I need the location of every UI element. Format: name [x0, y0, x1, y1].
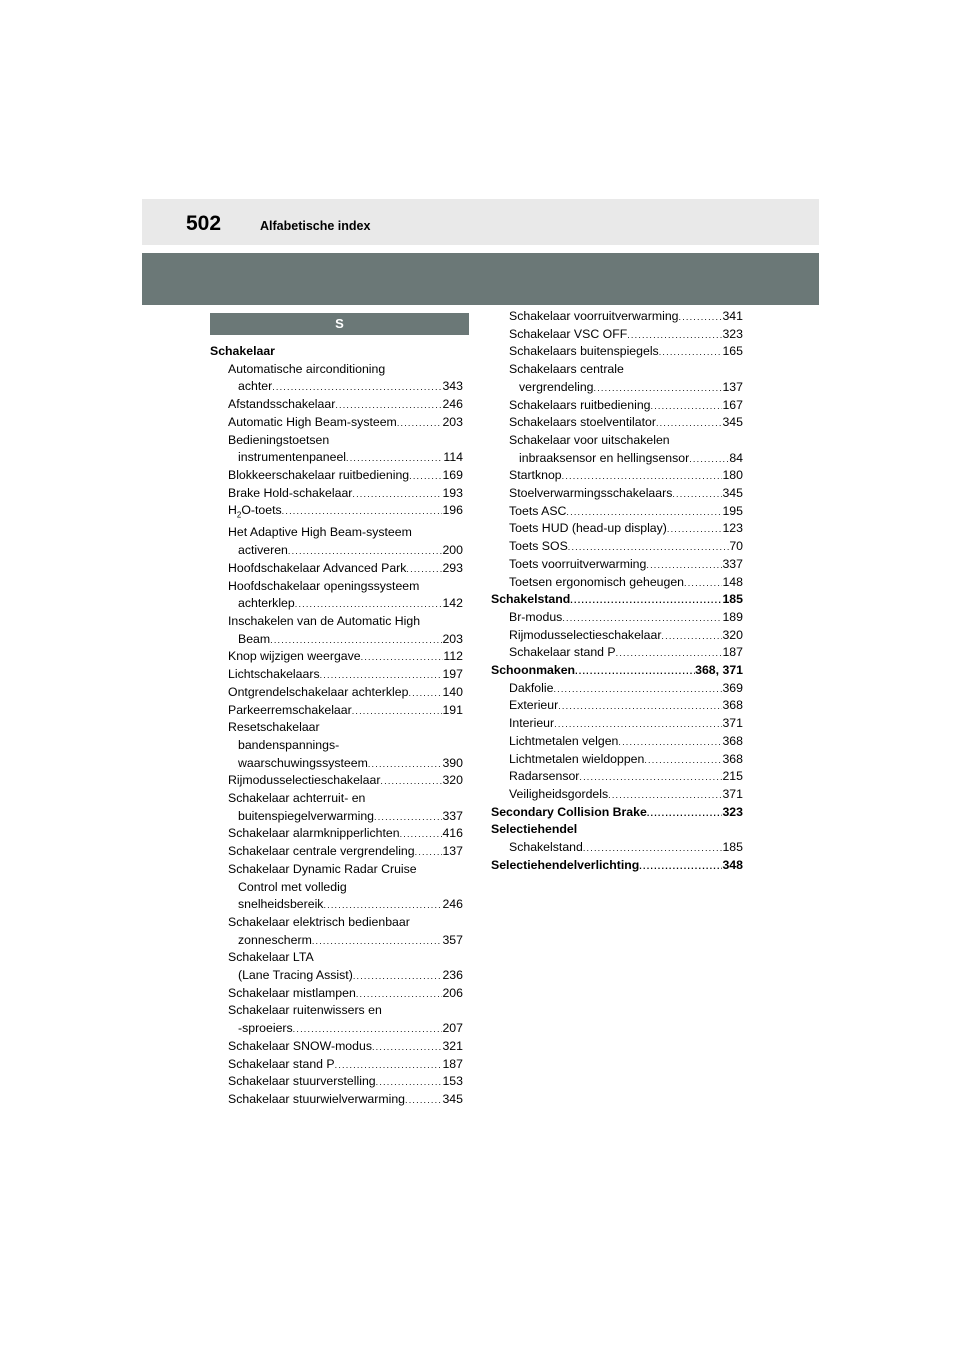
index-entry	[491, 751, 743, 769]
index-entry	[210, 985, 463, 1003]
leader-dots	[368, 760, 443, 769]
entry-label: Knop wijzigen weergave	[228, 649, 361, 664]
entry-label: Hoofdschakelaar openingssysteem	[228, 578, 420, 593]
page-reference: 357	[442, 932, 463, 947]
index-entry	[210, 1073, 463, 1091]
entry-label: Het Adaptive High Beam-systeem	[228, 525, 412, 540]
entry-label: Schakelaar alarmknipperlichten	[228, 826, 400, 841]
leader-dots	[639, 862, 722, 871]
index-entry	[210, 560, 463, 578]
index-entry	[491, 414, 743, 432]
index-entry	[210, 755, 463, 773]
page-reference: 368	[722, 751, 743, 766]
page-reference: 236	[442, 968, 463, 983]
page-reference: 320	[722, 627, 743, 642]
entry-label: Rijmodusselectieschakelaar	[228, 773, 381, 788]
index-entry	[210, 396, 463, 414]
page-reference: 337	[722, 556, 743, 571]
entry-label: Schakelstand	[509, 840, 583, 855]
page-reference: 320	[442, 773, 463, 788]
leader-dots	[667, 525, 723, 534]
leader-dots	[400, 830, 443, 839]
page-reference: 215	[722, 769, 743, 784]
leader-dots	[554, 720, 722, 729]
index-entry	[210, 414, 463, 432]
page-reference: 169	[442, 467, 463, 482]
page-reference: 197	[442, 667, 463, 682]
index-entry	[210, 595, 463, 613]
leader-dots	[618, 738, 722, 747]
page-reference: 195	[722, 503, 743, 518]
leader-dots	[651, 402, 723, 411]
entry-label: Schakelaars ruitbediening	[509, 397, 651, 412]
index-entry	[491, 591, 743, 609]
page-reference: 112	[443, 649, 463, 664]
leader-dots	[272, 383, 442, 392]
entry-label	[228, 502, 282, 524]
page-reference: 165	[722, 344, 743, 359]
leader-dots	[661, 632, 722, 641]
index-entry	[210, 1020, 463, 1038]
entry-label: snelheidsbereik	[238, 897, 324, 912]
page-reference: 246	[442, 897, 463, 912]
entry-label: Inschakelen van de Automatic High	[228, 614, 421, 628]
index-entry	[491, 450, 743, 468]
entry-label: Interieur	[509, 716, 555, 731]
page-reference: 114	[443, 450, 463, 465]
entry-label: waarschuwingssysteem	[238, 755, 368, 770]
entry-label: Brake Hold-schakelaar	[228, 485, 353, 500]
leader-dots	[335, 1061, 443, 1070]
leader-dots	[575, 667, 695, 676]
entry-label: Startknop	[509, 468, 562, 483]
leader-dots	[282, 507, 443, 516]
leader-dots	[553, 685, 722, 694]
chapter-band	[142, 253, 819, 305]
entry-label: activeren	[238, 543, 288, 558]
page-reference: 345	[722, 415, 743, 430]
entry-label: Lichtmetalen wieldoppen	[509, 751, 645, 766]
leader-dots	[323, 901, 442, 910]
entry-label: buitenspiegelverwarming	[238, 808, 375, 823]
leader-dots	[644, 756, 722, 765]
page-reference: 345	[722, 486, 743, 501]
entry-label: Hoofdschakelaar Advanced Park	[228, 560, 407, 575]
index-entry	[210, 808, 463, 826]
page-reference: 203	[442, 414, 463, 429]
page-reference: 167	[722, 397, 743, 412]
index-entry	[210, 932, 463, 950]
leader-dots	[684, 579, 722, 588]
formula-label: $H_2O$-toets	[228, 503, 282, 520]
entry-label: Dakfolie	[509, 680, 554, 695]
leader-dots	[372, 1043, 442, 1052]
leader-dots	[616, 649, 723, 658]
leader-dots	[353, 972, 443, 981]
index-entry	[210, 502, 463, 524]
entry-label: Schakelaar Dynamic Radar Cruise	[228, 861, 417, 876]
entry-label: Schakelaar centrale vergrendeling	[228, 844, 415, 859]
page-reference: 371	[722, 786, 743, 801]
entry-label: Exterieur	[509, 698, 559, 713]
page-reference: 140	[442, 684, 463, 699]
index-entry	[210, 666, 463, 684]
entry-label: Schakelaars stoelventilator	[509, 415, 656, 430]
index-entry	[491, 308, 743, 326]
index-entry	[210, 896, 463, 914]
entry-label: Lichtmetalen velgen	[509, 733, 619, 748]
index-entry	[491, 538, 743, 556]
entry-label: Schakelaar elektrisch bedienbaar	[228, 914, 410, 929]
page-reference: 84	[729, 450, 743, 465]
index-entry	[491, 343, 743, 361]
index-entry	[491, 556, 743, 574]
page-reference: 323	[722, 326, 743, 341]
page-reference: 185	[722, 592, 743, 607]
page-reference: 371	[722, 716, 743, 731]
index-entry	[210, 449, 463, 467]
entry-label: Schakelaar VSC OFF	[509, 326, 628, 341]
index-entry	[491, 839, 743, 857]
index-entry	[491, 627, 743, 645]
leader-dots	[409, 472, 442, 481]
leader-dots	[405, 1096, 442, 1105]
entry-label: Parkeerremschakelaar	[228, 702, 352, 717]
header-band	[142, 199, 819, 245]
leader-dots	[288, 547, 443, 556]
page-reference: 200	[442, 543, 463, 558]
page-reference: 196	[442, 503, 463, 518]
entry-label: bandenspannings-	[238, 737, 340, 752]
page-reference: 148	[722, 574, 743, 589]
page-reference: 187	[722, 645, 743, 660]
entry-label: Schakelaars centrale	[509, 362, 624, 377]
index-entry	[210, 772, 463, 790]
entry-label: Toets ASC	[509, 503, 567, 518]
entry-label: Stoelverwarmingsschakelaars	[509, 486, 673, 501]
index-entry	[491, 397, 743, 415]
page-reference: 343	[442, 379, 463, 394]
index-entry	[491, 857, 743, 875]
entry-label: Toets voorruitverwarming	[509, 556, 647, 571]
entry-label: Blokkeerschakelaar ruitbediening	[228, 467, 410, 482]
leader-dots	[646, 561, 722, 570]
leader-dots	[570, 596, 722, 605]
entry-label: Lichtschakelaars	[228, 667, 320, 682]
entry-label: Control met volledig	[238, 879, 347, 894]
entry-label: Schakelaar stand P	[509, 645, 616, 660]
entry-label: Selectiehendel	[491, 822, 578, 837]
entry-label: zonnescherm	[238, 932, 312, 947]
page-reference: 390	[442, 755, 463, 770]
page-reference: 191	[442, 702, 463, 717]
leader-dots	[380, 777, 442, 786]
leader-dots	[374, 813, 442, 822]
entry-label: Schakelstand	[491, 592, 571, 607]
entry-label: Afstandsschakelaar	[228, 397, 336, 412]
entry-label: Automatic High Beam-systeem	[228, 414, 397, 429]
page-reference: 341	[722, 309, 743, 323]
entry-label: Schakelaar stuurverstelling	[228, 1074, 376, 1089]
entry-label: inbraaksensor en hellingsensor	[519, 450, 690, 465]
page-reference: 323	[722, 804, 743, 819]
index-entry	[210, 1038, 463, 1056]
leader-dots	[689, 455, 729, 464]
entry-label: Br-modus	[509, 609, 563, 624]
index-entry	[491, 609, 743, 627]
entry-label: Beam	[238, 631, 271, 646]
page-reference: 203	[442, 631, 463, 646]
page-reference: 187	[442, 1056, 463, 1071]
leader-dots	[627, 331, 722, 340]
index-entry	[491, 574, 743, 592]
index-entry	[210, 631, 463, 649]
entry-label: instrumentenpaneel	[238, 450, 347, 465]
leader-dots	[566, 508, 722, 517]
page-reference: 369	[722, 680, 743, 695]
page-reference: 348	[722, 857, 743, 872]
index-entry	[491, 733, 743, 751]
index-entry	[210, 648, 463, 666]
entry-label: Schakelaar voorruitverwarming	[509, 309, 679, 323]
leader-dots	[568, 543, 730, 552]
index-entry	[491, 644, 743, 662]
leader-dots	[293, 1025, 443, 1034]
entry-label: Resetschakelaar	[228, 720, 320, 735]
page-reference: 368, 371	[695, 663, 743, 678]
leader-dots	[320, 671, 443, 680]
leader-dots	[679, 313, 723, 322]
page-reference: 153	[442, 1074, 463, 1089]
index-column-left	[210, 343, 463, 1109]
index-entry	[491, 786, 743, 804]
index-entry	[491, 715, 743, 733]
page-reference: 185	[722, 840, 743, 855]
index-entry	[491, 804, 743, 822]
leader-dots	[335, 401, 442, 410]
leader-dots	[270, 636, 442, 645]
leader-dots	[346, 454, 443, 463]
entry-label: Schakelaar achterruit- en	[228, 791, 366, 806]
leader-dots	[562, 472, 723, 481]
page-reference: 321	[442, 1038, 463, 1053]
page-reference: 368	[722, 698, 743, 713]
entry-label: (Lane Tracing Assist)	[238, 968, 353, 983]
index-column-right	[491, 308, 743, 875]
index-entry	[491, 379, 743, 397]
entry-label: Schakelaar ruitenwissers en	[228, 1003, 382, 1018]
index-entry	[210, 1091, 463, 1109]
leader-dots	[558, 702, 722, 711]
entry-label: Radarsensor	[509, 769, 580, 784]
page-reference: 142	[442, 596, 463, 611]
entry-label: Rijmodusselectieschakelaar	[509, 627, 662, 642]
entry-label: Schakelaar mistlampen	[228, 985, 356, 1000]
leader-dots	[594, 384, 723, 393]
entry-label: Selectiehendelverlichting	[491, 857, 640, 872]
page-reference: 416	[442, 826, 463, 841]
page-reference: 137	[442, 844, 463, 859]
entry-label: achterklep	[238, 596, 295, 611]
index-entry	[210, 843, 463, 861]
page-number: 502	[186, 212, 222, 235]
index-entry	[210, 967, 463, 985]
index-entry	[210, 684, 463, 702]
leader-dots	[376, 1078, 443, 1087]
entry-label: Toetsen ergonomisch geheugen	[509, 574, 685, 589]
index-entry	[210, 825, 463, 843]
index-entry	[210, 378, 463, 396]
leader-dots	[361, 653, 444, 662]
index-entry	[491, 326, 743, 344]
page-reference: 189	[722, 609, 743, 624]
entry-label: Toets HUD (head-up display)	[509, 521, 667, 536]
entry-label: Automatische airconditioning	[228, 361, 386, 376]
entry-label: Schakelaar LTA	[228, 950, 314, 965]
leader-dots	[647, 809, 723, 818]
entry-label: Schakelaar stand P	[228, 1056, 335, 1071]
leader-dots	[562, 614, 722, 623]
entry-label: -sproeiers	[238, 1021, 293, 1036]
leader-dots	[356, 990, 443, 999]
page-reference: 337	[442, 808, 463, 823]
leader-dots	[608, 791, 722, 800]
page-reference: 193	[442, 485, 463, 500]
entry-label: vergrendeling	[519, 379, 594, 394]
entry-label: Toets SOS	[509, 539, 568, 554]
index-entry	[491, 485, 743, 503]
leader-dots	[583, 844, 723, 853]
index-entry	[491, 467, 743, 485]
page-reference: 293	[442, 560, 463, 575]
page-reference: 123	[722, 521, 743, 536]
leader-dots	[352, 490, 442, 499]
entry-label: Schakelaars buitenspiegels	[509, 344, 659, 359]
page-reference: 345	[442, 1091, 463, 1106]
leader-dots	[406, 565, 442, 574]
page-reference: 206	[442, 985, 463, 1000]
page-reference: 137	[722, 379, 743, 394]
index-entry	[491, 680, 743, 698]
index-entry	[491, 768, 743, 786]
page-title: Alfabetische index	[260, 219, 371, 233]
section-letter-bar: S	[210, 313, 469, 335]
entry-label: Bedieningstoetsen	[228, 432, 330, 447]
page-reference: 180	[722, 468, 743, 483]
leader-dots	[415, 848, 443, 857]
index-entry	[210, 1056, 463, 1074]
index-entry	[491, 503, 743, 521]
page-reference: 368	[722, 733, 743, 748]
page-reference: 207	[442, 1021, 463, 1036]
index-entry	[210, 467, 463, 485]
page-reference: 70	[729, 539, 743, 554]
index-entry	[210, 485, 463, 503]
leader-dots	[352, 707, 443, 716]
leader-dots	[659, 348, 723, 357]
entry-label: Schakelaar SNOW-modus	[228, 1038, 372, 1053]
entry-label: achter	[238, 379, 273, 394]
entry-label: Schoonmaken	[491, 663, 576, 678]
index-entry	[210, 542, 463, 560]
entry-label: Veiligheidsgordels	[509, 786, 609, 801]
index-heading: Schakelaar	[210, 344, 275, 358]
index-entry	[491, 662, 743, 680]
leader-dots	[397, 419, 443, 428]
entry-label: Schakelaar voor uitschakelen	[509, 432, 670, 447]
leader-dots	[579, 773, 722, 782]
index-entry	[491, 697, 743, 715]
entry-label: Secondary Collision Brake	[491, 804, 647, 819]
leader-dots	[672, 490, 722, 499]
entry-label: Ontgrendelschakelaar achterklep	[228, 684, 409, 699]
index-entry	[491, 520, 743, 538]
leader-dots	[295, 600, 443, 609]
leader-dots	[656, 419, 723, 428]
leader-dots	[408, 689, 442, 698]
index-entry	[210, 702, 463, 720]
leader-dots	[312, 937, 443, 946]
page-reference: 246	[442, 397, 463, 412]
entry-label: Schakelaar stuurwielverwarming	[228, 1091, 406, 1106]
